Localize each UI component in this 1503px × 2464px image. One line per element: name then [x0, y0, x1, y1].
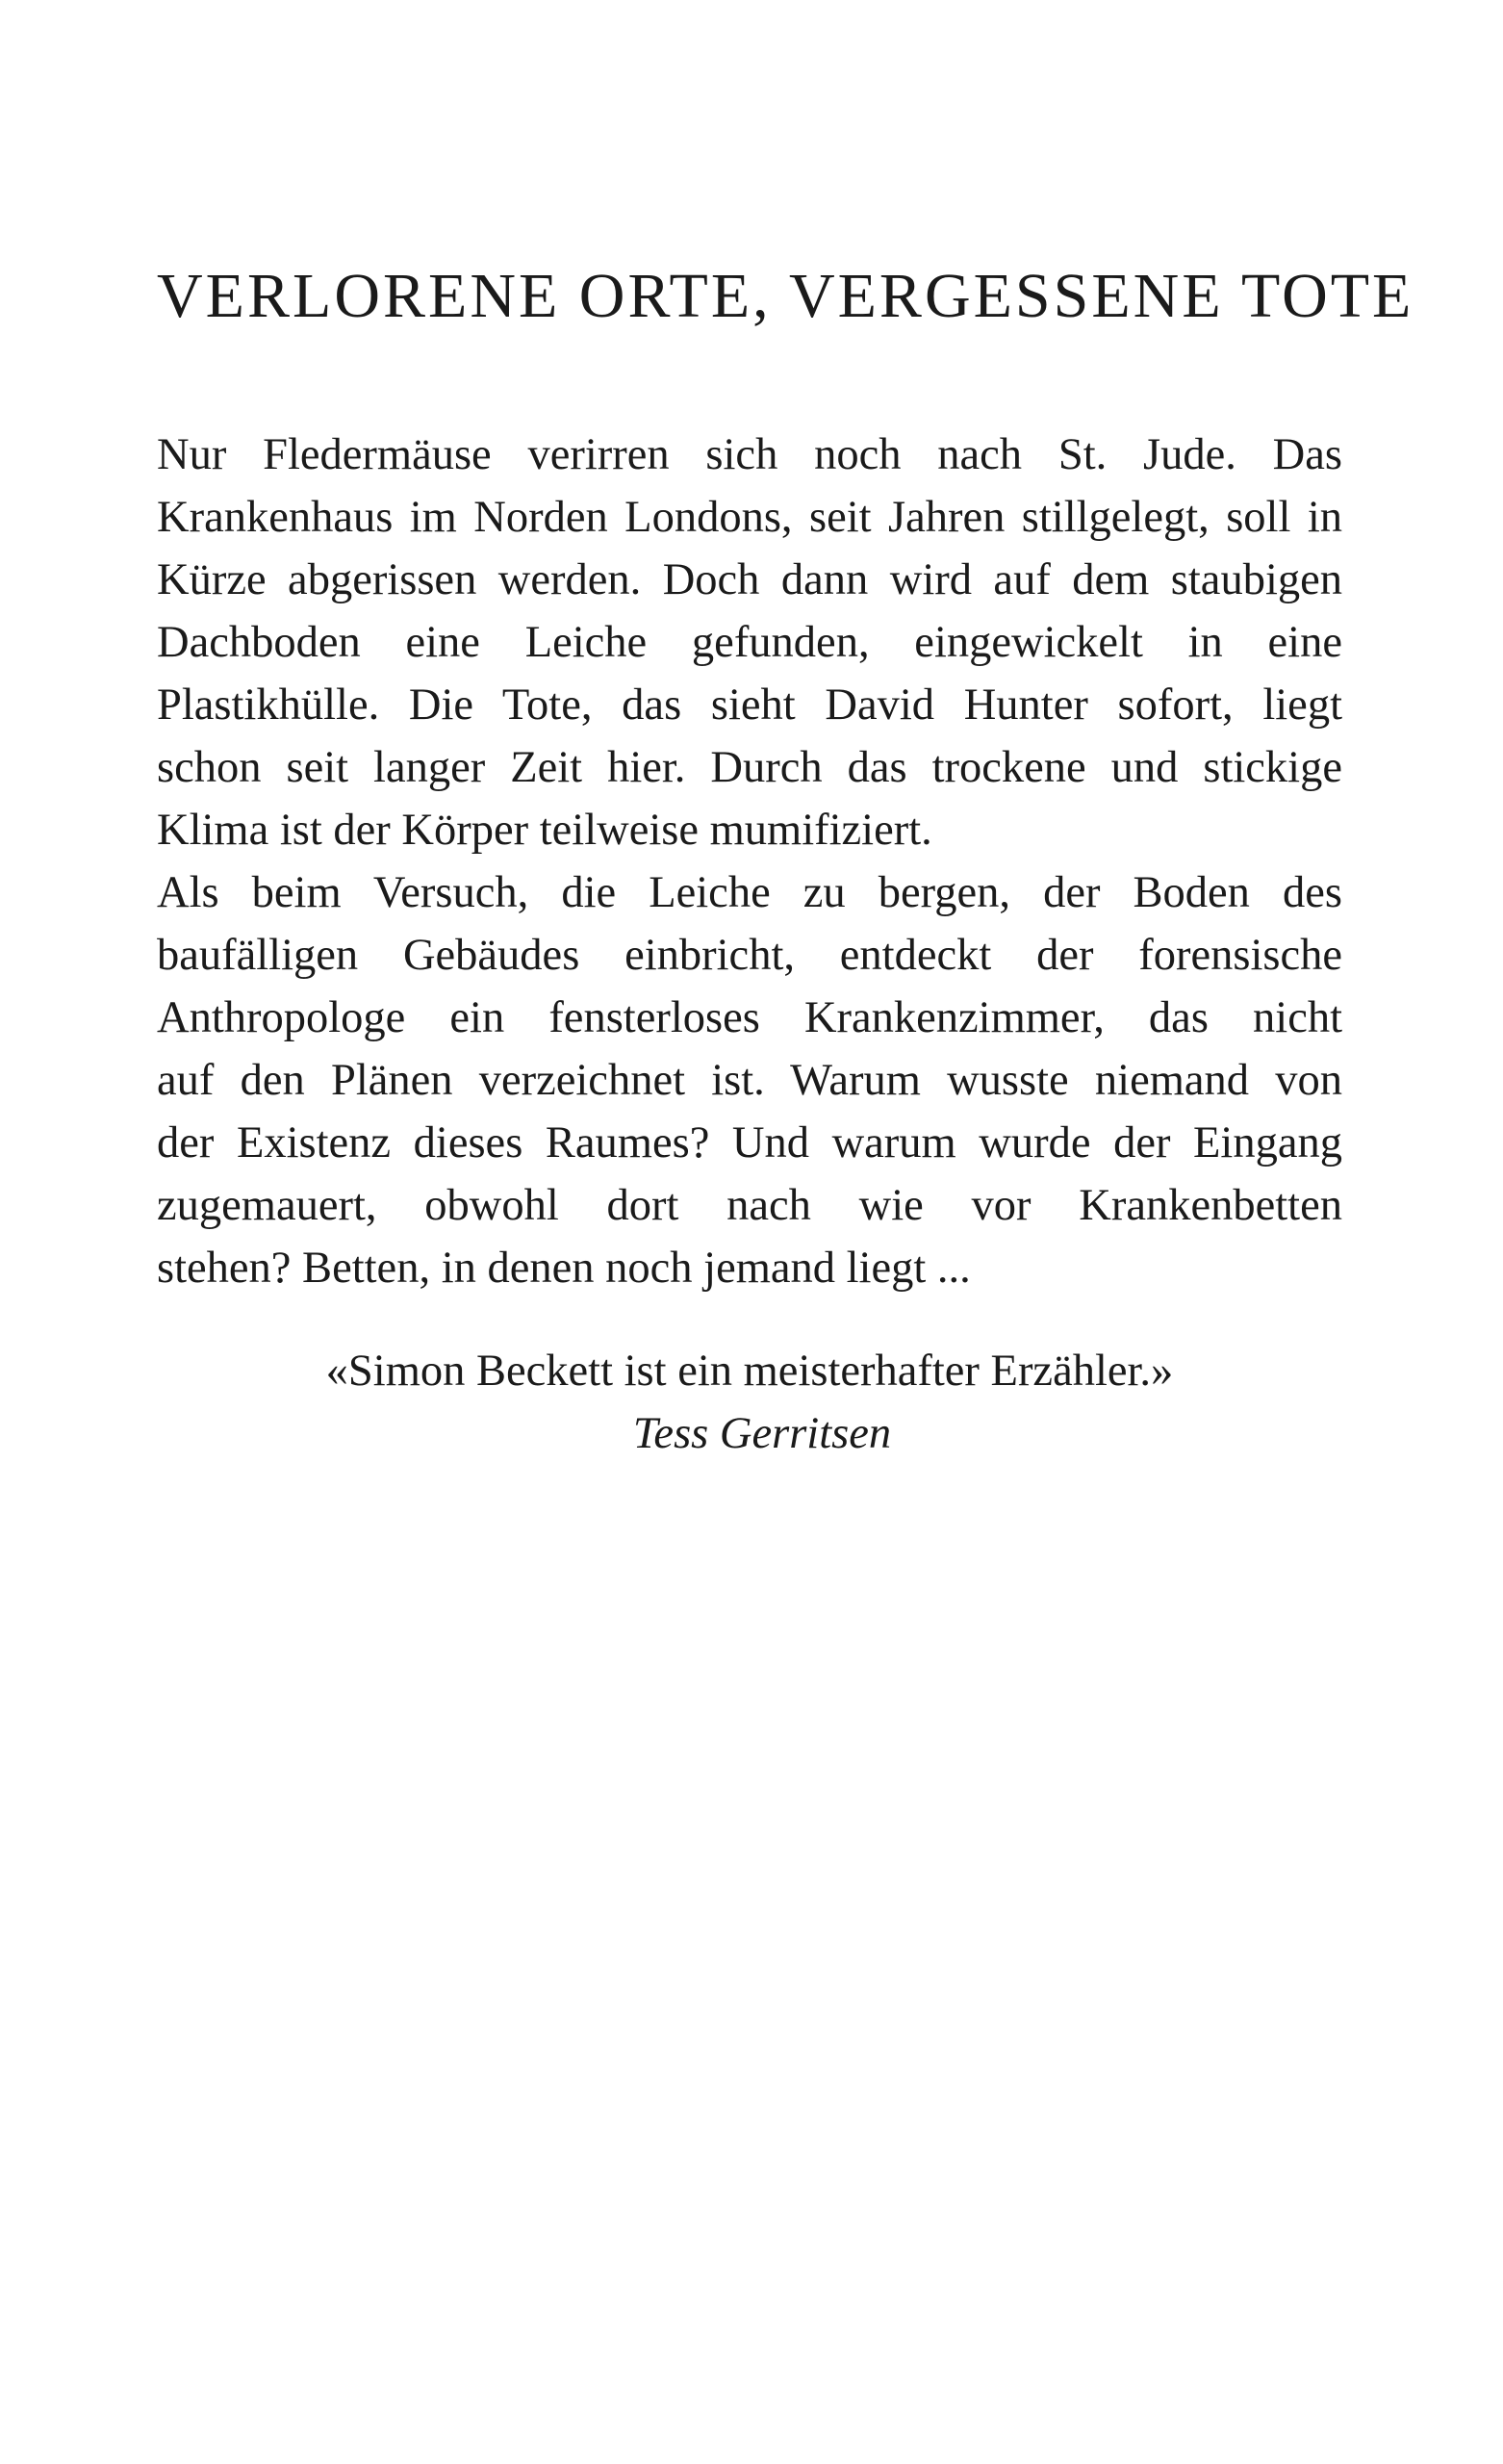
blurb-text [157, 424, 1342, 1299]
blurb-line: auf den Plänen verzeichnet ist. Warum wusste niemand von [157, 1056, 1342, 1105]
blurb-line: Dachboden eine Leiche gefunden, eingewickelt in eine [157, 618, 1342, 667]
quote-author: Tess Gerritsen [632, 1409, 892, 1458]
blurb-line: schon seit langer Zeit hier. Durch das trockene und stickige [157, 743, 1342, 792]
blurb-line: Klima ist der Körper teilweise mumifiziert. [157, 806, 932, 855]
blurb-line: Krankenhaus im Norden Londons, seit Jahren stillgelegt, soll in [157, 493, 1342, 542]
blurb-line: Als beim Versuch, die Leiche zu bergen, der Boden des [157, 868, 1342, 917]
blurb-line: stehen? Betten, in denen noch jemand liegt ... [157, 1244, 971, 1293]
review-quote [0, 1340, 1503, 1465]
quote-text: «Simon Beckett ist ein meisterhafter Erzähler.» [325, 1347, 1174, 1396]
page-title: VERLORENE ORTE, VERGESSENE TOTE [157, 261, 1414, 331]
blurb-line: Kürze abgerissen werden. Doch dann wird auf dem staubigen [157, 555, 1342, 604]
blurb-line: baufälligen Gebäudes einbricht, entdeckt der forensische [157, 931, 1342, 980]
blurb-line: Anthropologe ein fensterloses Krankenzimmer, das nicht [157, 993, 1342, 1042]
blurb-line: zugemauert, obwohl dort nach wie vor Krankenbetten [157, 1181, 1342, 1230]
blurb-line: Nur Fledermäuse verirren sich noch nach St. Jude. Das [157, 430, 1342, 479]
blurb-line: Plastikhülle. Die Tote, das sieht David Hunter sofort, liegt [157, 680, 1342, 730]
blurb-line: der Existenz dieses Raumes? Und warum wurde der Eingang [157, 1118, 1342, 1168]
